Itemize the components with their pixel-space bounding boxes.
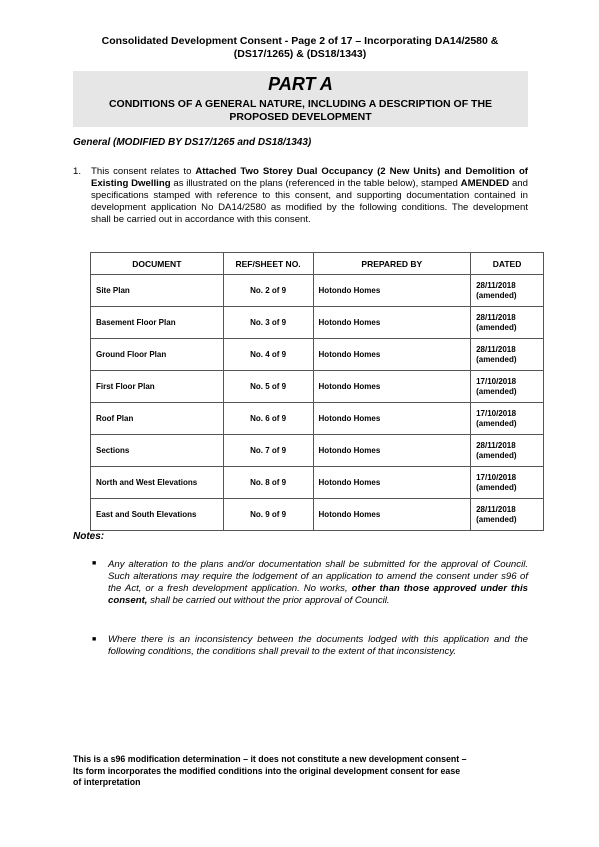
- ref-cell: No. 9 of 9: [223, 499, 313, 531]
- page-header-line1: Consolidated Development Consent - Page 2 of 17 – Incorporating DA14/2580 &: [101, 35, 499, 47]
- table-row: [91, 307, 544, 339]
- date-note: (amended): [476, 322, 517, 332]
- prepared-by-cell: Hotondo Homes: [313, 467, 471, 499]
- ref-cell: No. 4 of 9: [223, 339, 313, 371]
- date-note: (amended): [476, 482, 517, 492]
- ref-cell: No. 6 of 9: [223, 403, 313, 435]
- dated-cell: [471, 275, 544, 307]
- date-value: 28/11/2018: [476, 440, 516, 450]
- ref-cell: No. 2 of 9: [223, 275, 313, 307]
- table-row: [91, 275, 544, 307]
- dated-cell: [471, 307, 544, 339]
- condition-text: This consent relates to: [91, 166, 196, 177]
- date-value: 28/11/2018: [476, 344, 516, 354]
- footer-line1: This is a s96 modification determination – it does not constitute a new development consent –: [73, 754, 467, 764]
- section-title: PART A: [268, 74, 333, 94]
- condition-text: and specifications stamped with reference to this consent, and supporting documentation contained in development application No DA14/2580 as modified by the following conditions. The development shall be carried out in accordance with this consent.: [91, 178, 528, 225]
- date-note: (amended): [476, 386, 517, 396]
- condition-paragraph: [91, 166, 528, 226]
- dated-cell: [471, 403, 544, 435]
- date-value: 28/11/2018: [476, 312, 516, 322]
- dated-cell: [471, 435, 544, 467]
- note-emphasis: other than those approved under this consent,: [108, 583, 528, 606]
- document-cell: North and West Elevations: [91, 467, 224, 499]
- general-heading: General (MODIFIED BY DS17/1265 and DS18/1343): [73, 137, 312, 148]
- ref-cell: No. 3 of 9: [223, 307, 313, 339]
- date-value: 17/10/2018: [476, 376, 517, 386]
- condition-number: 1.: [73, 166, 82, 177]
- prepared-by-cell: Hotondo Homes: [313, 275, 471, 307]
- prepared-by-cell: Hotondo Homes: [313, 371, 471, 403]
- condition-amended: AMENDED: [460, 178, 510, 189]
- table-row: [91, 499, 544, 531]
- notes-heading: Notes:: [73, 531, 105, 542]
- column-header: DOCUMENT: [91, 253, 224, 275]
- footer-line3: of interpretation: [73, 777, 141, 787]
- dated-cell: [471, 499, 544, 531]
- page-header: [60, 35, 540, 61]
- date-note: (amended): [476, 450, 517, 460]
- note-text: Any alteration to the plans and/or documentation shall be submitted for the approval of Council. Such alterations may require the lodgement of an application to amend the consent under s96 of the Act, or a fresh development application. No works,: [108, 559, 528, 594]
- note-text: shall be carried out without the prior approval of Council.: [147, 595, 390, 606]
- column-header: PREPARED BY: [313, 253, 471, 275]
- dated-cell: [471, 467, 544, 499]
- section-subtitle-line2: PROPOSED DEVELOPMENT: [229, 111, 372, 123]
- condition-description: Attached Two Storey Dual Occupancy (2 New Units) and Demolition of Existing Dwelling: [91, 166, 528, 189]
- table-row: [91, 339, 544, 371]
- ref-cell: No. 7 of 9: [223, 435, 313, 467]
- table-row: [91, 467, 544, 499]
- footer-line2: Its form incorporates the modified conditions into the original development consent for ease: [73, 765, 461, 776]
- bullet-square-icon: ■: [92, 560, 97, 567]
- table-row: [91, 435, 544, 467]
- date-value: 17/10/2018: [476, 408, 517, 418]
- date-note: (amended): [476, 290, 517, 300]
- prepared-by-cell: Hotondo Homes: [313, 435, 471, 467]
- ref-cell: No. 5 of 9: [223, 371, 313, 403]
- prepared-by-cell: Hotondo Homes: [313, 499, 471, 531]
- document-cell: First Floor Plan: [91, 371, 224, 403]
- section-subtitle: [73, 98, 528, 124]
- column-header: DATED: [471, 253, 544, 275]
- dated-cell: [471, 371, 544, 403]
- note-item: [108, 559, 528, 607]
- page-header-line2: (DS17/1265) & (DS18/1343): [233, 48, 367, 60]
- table-row: [91, 403, 544, 435]
- document-cell: Sections: [91, 435, 224, 467]
- prepared-by-cell: Hotondo Homes: [313, 307, 471, 339]
- date-value: 17/10/2018: [476, 472, 517, 482]
- bullet-square-icon: ■: [92, 636, 97, 643]
- dated-cell: [471, 339, 544, 371]
- note-item: Where there is an inconsistency between the documents lodged with this application and the following conditions, the conditions shall prevail to the extent of that inconsistency.: [108, 634, 528, 657]
- table-row: [91, 371, 544, 403]
- date-note: (amended): [476, 354, 517, 364]
- column-header: REF/SHEET NO.: [223, 253, 313, 275]
- ref-cell: No. 8 of 9: [223, 467, 313, 499]
- document-cell: Site Plan: [91, 275, 224, 307]
- date-value: 28/11/2018: [476, 504, 516, 514]
- footer-disclaimer: [73, 754, 543, 789]
- prepared-by-cell: Hotondo Homes: [313, 403, 471, 435]
- plans-table: [90, 252, 544, 531]
- document-cell: East and South Elevations: [91, 499, 224, 531]
- document-cell: Basement Floor Plan: [91, 307, 224, 339]
- document-cell: Roof Plan: [91, 403, 224, 435]
- document-cell: Ground Floor Plan: [91, 339, 224, 371]
- date-note: (amended): [476, 514, 517, 524]
- table-header-row: [91, 253, 544, 275]
- section-subtitle-line1: CONDITIONS OF A GENERAL NATURE, INCLUDING A DESCRIPTION OF THE: [108, 98, 493, 110]
- prepared-by-cell: Hotondo Homes: [313, 339, 471, 371]
- date-value: 28/11/2018: [476, 280, 516, 290]
- date-note: (amended): [476, 418, 517, 428]
- condition-text: as illustrated on the plans (referenced in the table below), stamped: [170, 178, 461, 189]
